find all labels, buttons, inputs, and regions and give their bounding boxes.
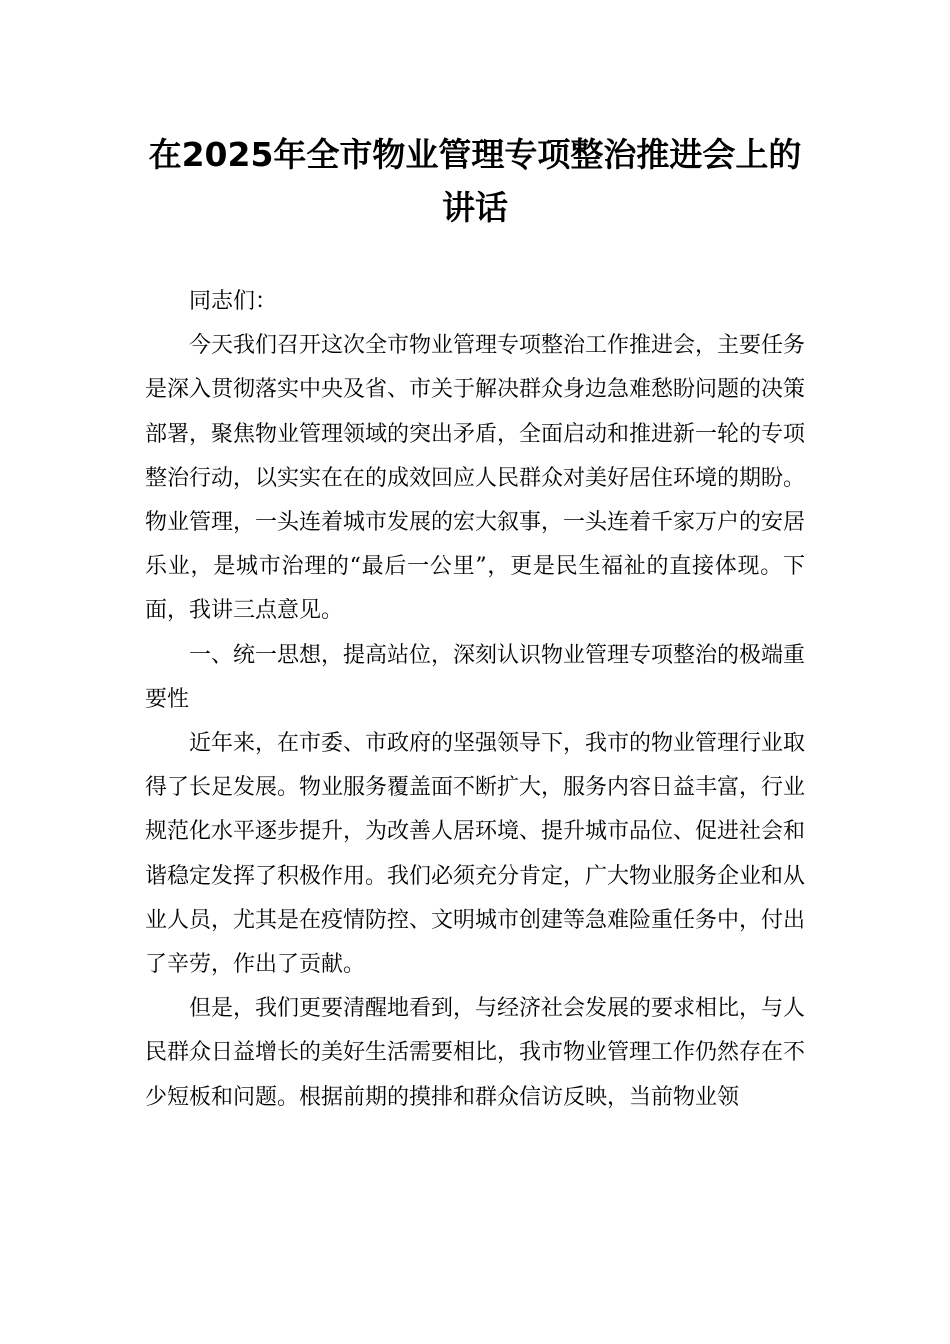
document-title: 在2025年全市物业管理专项整治推进会上的讲话	[148, 135, 802, 227]
paragraph-problems: 但是，我们更要清醒地看到，与经济社会发展的要求相比，与人民群众日益增长的美好生活需要相比，我市物业管理工作仍然存在不少短板和问题。根据前期的摸排和群众信访反映，当前物业领	[145, 996, 806, 1110]
paragraph-achievements: 近年来，在市委、市政府的坚强领导下，我市的物业管理行业取得了长足发展。物业服务覆盖面不断扩大，服务内容日益丰富，行业规范化水平逐步提升，为改善人居环境、提升城市品位、促进社会和谐稳定发挥了积极作用。我们必须充分肯定，广大物业服务企业和从业人员，尤其是在疫情防控、文明城市创建等急难险重任务中，付出了辛劳，作出了贡献。	[145, 731, 806, 978]
section-heading-1: 一、统一思想，提高站位，深刻认识物业管理专项整治的极端重要性	[145, 642, 806, 712]
document-body	[145, 280, 805, 1120]
salutation: 同志们：	[189, 289, 278, 314]
paragraph-intro: 今天我们召开这次全市物业管理专项整治工作推进会，主要任务是深入贯彻落实中央及省、市关于解决群众身边急难愁盼问题的决策部署，聚焦物业管理领域的突出矛盾，全面启动和推进新一轮的专项整治行动，以实实在在的成效回应人民群众对美好居住环境的期盼。物业管理，一头连着城市发展的宏大叙事，一头连着千家万户的安居乐业，是城市治理的“最后一公里”，更是民生福祉的直接体现。下面，我讲三点意见。	[145, 333, 806, 624]
